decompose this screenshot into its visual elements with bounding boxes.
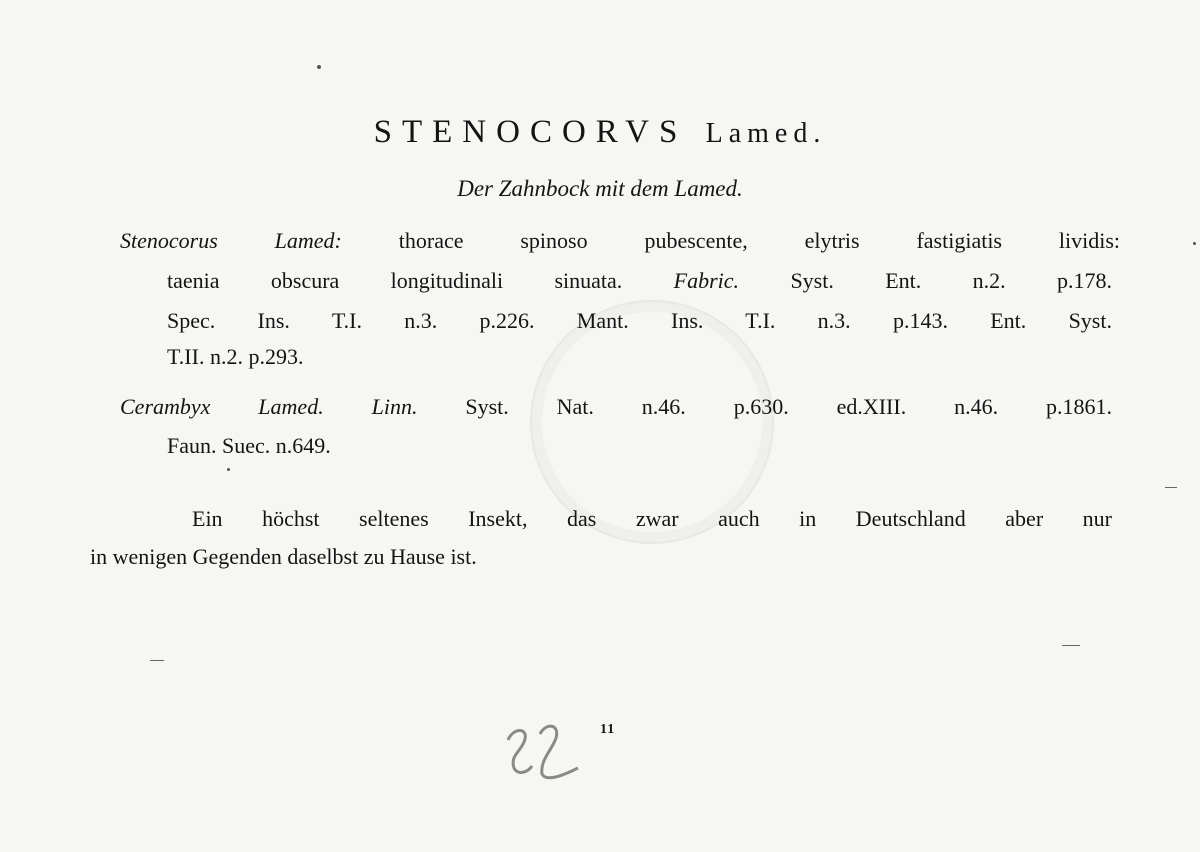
title-species: Lamed. <box>705 118 827 149</box>
entry1-line3: Spec. Ins. T.I. n.3. p.226. Mant. Ins. T.I. n.3. p.143. Ent. Syst. <box>167 308 1112 333</box>
entry1-author: Fabric. <box>673 268 740 293</box>
paper-mark <box>150 660 164 661</box>
paragraph-line2: in wenigen Gegenden daselbst zu Hause ist. <box>90 544 477 569</box>
entry2-line2: Faun. Suec. n.649. <box>167 433 331 458</box>
entry2-species-name: Cerambyx Lamed. <box>120 394 324 419</box>
entry2-reference: Syst. Nat. n.46. p.630. ed.XIII. n.46. p.1861. <box>465 394 1112 419</box>
title-genus: STENOCORVS <box>373 114 688 150</box>
paper-mark <box>1165 487 1177 488</box>
entry2-author: Linn. <box>371 394 418 419</box>
handwritten-pencil-mark <box>500 712 590 792</box>
paragraph-line1: Ein höchst seltenes Insekt, das zwar auch in Deutschland aber nur <box>192 506 1112 531</box>
entry1-reference: Syst. Ent. n.2. p.178. <box>790 268 1112 293</box>
entry1-description-cont: taenia obscura longitudinali sinuata. <box>167 268 623 293</box>
entry1-description: thorace spinoso pubescente, elytris fastigiatis lividis: <box>398 228 1120 253</box>
ink-speck <box>1193 242 1196 245</box>
ink-speck <box>317 65 321 69</box>
entry1-line4: T.II. n.2. p.293. <box>167 344 304 369</box>
entry1-line2 <box>167 270 1112 292</box>
entry1-line1 <box>120 230 1120 252</box>
ink-speck <box>227 468 230 471</box>
page-number: 11 <box>600 722 616 737</box>
entry1-species-name: Stenocorus Lamed: <box>120 228 342 253</box>
entry2-line1 <box>120 396 1112 418</box>
paper-mark <box>1062 645 1080 646</box>
page-title <box>0 116 1200 149</box>
page-subtitle: Der Zahnbock mit dem Lamed. <box>457 176 743 201</box>
